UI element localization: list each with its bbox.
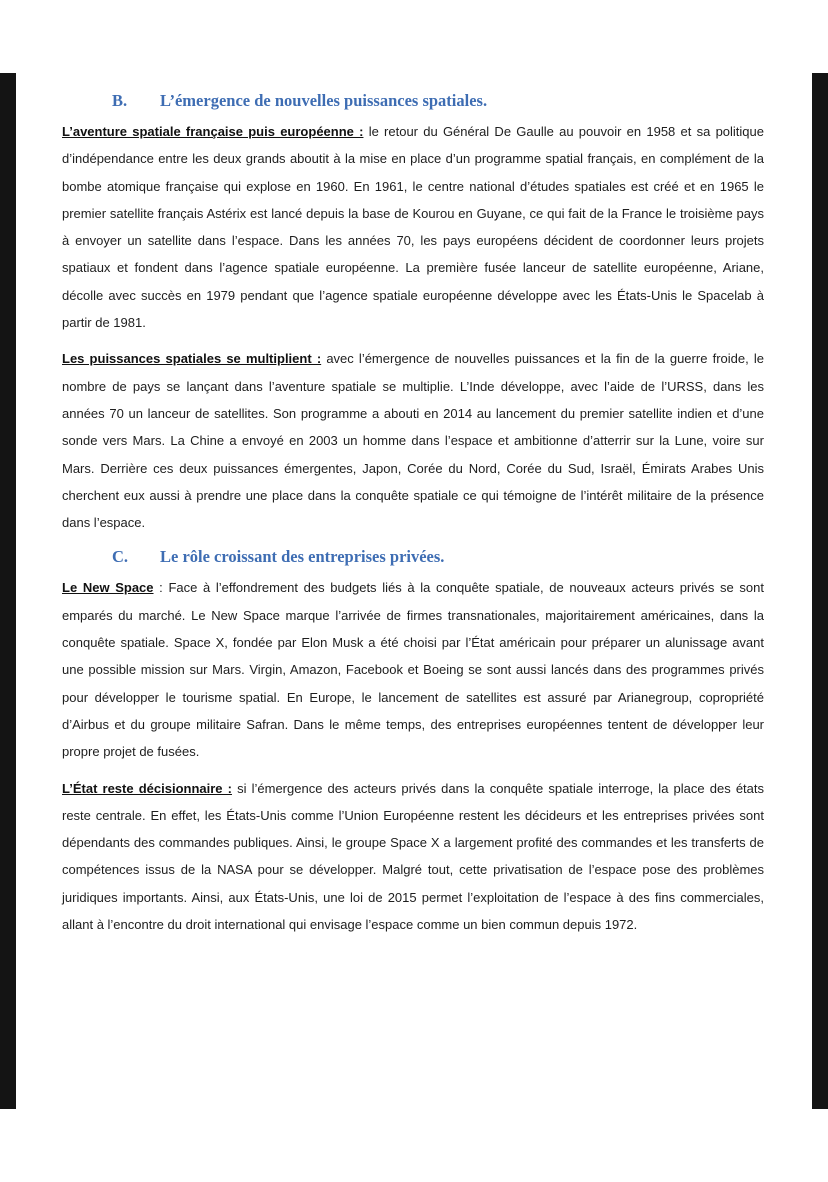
paragraph-text: si l’émergence des acteurs privés dans la conquête spatiale interroge, la place des états reste centrale. En effet, les États-Unis comme l’Union Européenne restent les décideurs et les entreprises privées sont dépendants des commandes publiques. Ainsi, le groupe Space X a largement profité des commandes et les transferts de compétences issus de la NASA pour se développer. Malgré tout, cette privatisation de l’espace pose des problèmes juridiques importants. Ainsi, aux États-Unis, une loi de 2015 permet l’exploitation de l’espace à des fins commerciales, allant à l’encontre du droit international qui envisage l’espace comme un bien commun depuis 1972.: [62, 780, 765, 933]
paragraph-new-space: [62, 574, 764, 765]
section-b-heading: [112, 86, 764, 116]
section-c-letter: C.: [112, 547, 129, 567]
section-c-title: Le rôle croissant des entreprises privées.: [160, 547, 445, 567]
paragraph-text: : Face à l’effondrement des budgets liés à la conquête spatiale, de nouveaux acteurs privés se sont emparés du marché. Le New Space marque l’arrivée de firmes transnationales, majoritairement américaines, dans la conquête spatiale. Space X, fondée par Elon Musk a été choisi par l’État américain pour préparer un alunissage avant une possible mission sur Mars. Virgin, Amazon, Facebook et Boeing se sont aussi lancés dans des programmes privés pour développer le tourisme spatial. En Europe, le lancement de satellites est assuré par Arianegroup, copropriété d’Airbus et du groupe militaire Safran. Dans le même temps, des entreprises européennes tentent de développer leur propre projet de fusées.: [62, 580, 764, 760]
paragraph-lead: Les puissances spatiales se multiplient :: [62, 351, 322, 367]
section-b-letter: B.: [112, 91, 128, 110]
paragraph-etat-decisionnaire: [62, 775, 764, 939]
section-b-title: L’émergence de nouvelles puissances spatiales.: [160, 91, 488, 110]
right-edge-bar: [812, 73, 828, 1109]
section-c-heading: [112, 542, 764, 572]
document-page: [62, 86, 764, 938]
paragraph-aventure-spatiale: [62, 118, 764, 336]
paragraph-text: avec l’émergence de nouvelles puissances et la fin de la guerre froide, le nombre de pays se lançant dans l’aventure spatiale se multiplie. L’Inde développe, avec l’aide de l’URSS, dans les années 70 un lanceur de satellites. Son programme a abouti en 2014 au lancement du premier satellite indien et d’une sonde vers Mars. La Chine a envoyé en 2003 un homme dans l’espace et ambitionne d’atterrir sur la Lune, voire sur Mars. Derrière ces deux puissances émergentes, Japon, Corée du Nord, Corée du Sud, Israël, Émirats Arabes Unis cherchent eux aussi à prendre une place dans la conquête spatiale ce qui témoigne de l’intérêt militaire de la présence dans l’espace.: [62, 351, 764, 531]
paragraph-text: le retour du Général De Gaulle au pouvoir en 1958 et sa politique d’indépendance entre les deux grands aboutit à la mise en place d’un programme spatial français, en complément de la bombe atomique française qui explose en 1960. En 1961, le centre national d’études spatiales est créé et en 1965 le premier satellite français Astérix est lancé depuis la base de Kourou en Guyane, ce qui fait de la France le troisième pays à envoyer un satellite dans l’espace. Dans les années 70, les pays européens décident de coordonner leurs projets spatiaux et fondent dans l’agence spatiale européenne. La première fusée lanceur de satellite européenne, Ariane, décolle avec succès en 1979 pendant que l’agence spatiale européenne développe avec les États-Unis le Spacelab à partir de 1981.: [62, 124, 764, 331]
paragraph-puissances-spatiales: [62, 345, 764, 536]
paragraph-lead: Le New Space: [62, 580, 154, 596]
left-edge-bar: [0, 73, 16, 1109]
paragraph-lead: L’aventure spatiale française puis européenne :: [62, 124, 364, 139]
paragraph-lead: L’État reste décisionnaire :: [62, 780, 232, 796]
